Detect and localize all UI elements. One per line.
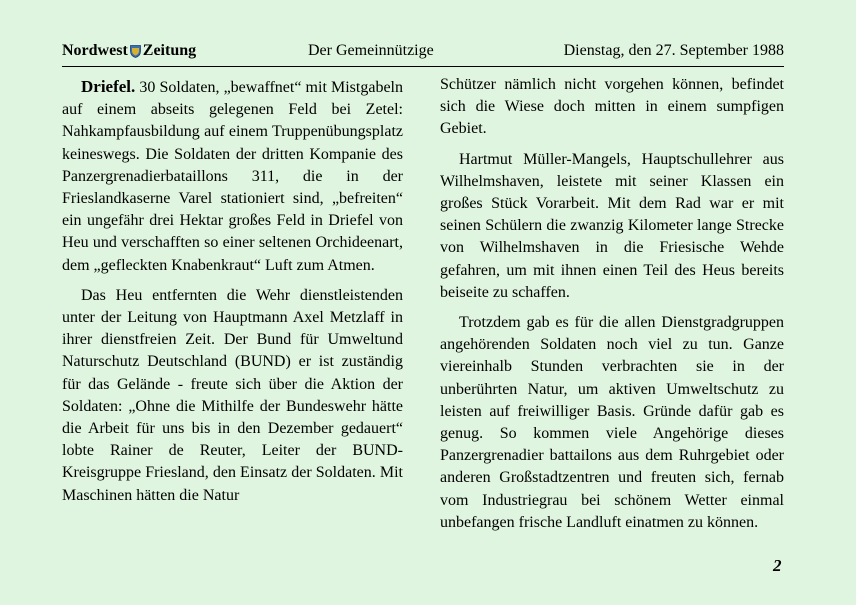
coat-of-arms-icon	[130, 45, 141, 58]
article-paragraph	[62, 76, 403, 277]
article-column-left	[62, 76, 403, 515]
article-paragraph: Hartmut Müller-Mangels, Hauptschullehrer aus Wilhelmshaven, leistete mit seiner Klassen ein großes Stück Vorarbeit. Mit dem Rad war er mit seinen Schülern die zwanzig Kilometer lange Strecke von Wilhelmshaven in die Friesische Wehde gefahren, um mit ihnen einen Teil des Heus bereits beiseite zu schaffen.	[440, 150, 784, 301]
article-column-right	[440, 74, 784, 542]
paragraph-text: 30 Soldaten, „bewaffnet“ mit Mistgabeln auf einem abseits gelegenen Feld bei Zetel: Nahkampfausbildung auf einem Truppenübungsplatz keineswegs. Die Soldaten der dritten Kompanie des Panzergrenadierbataillons 311, die in der Frieslandkaserne Varel stationiert sind, „befreiten“ ein ungefähr drei Hektar großes Feld in Driefel von Heu und verschafften so einer seltenen Orchideenart, dem „gefleckten Knabenkraut“ Luft zum Atmen.	[62, 79, 403, 274]
section-title: Der Gemeinnützige	[308, 42, 434, 59]
masthead-left: Nordwest	[62, 42, 128, 59]
issue-date: Dienstag, den 27. September 1988	[563, 42, 784, 59]
newspaper-masthead	[62, 42, 196, 60]
dateline: Driefel.	[81, 77, 136, 96]
page-header	[62, 40, 784, 67]
article-paragraph: Trotzdem gab es für die allen Dienstgradgruppen angehörenden Soldaten noch viel zu tun. Ganze viereinhalb Stunden verbrachten sie in der unberührten Natur, um aktiven Umweltschutz zu leisten auf freiwilliger Basis. Gründe dafür gab es genug. So kommen viele Angehörige dieses Panzergrenadier battailons aus dem Ruhrgebiet oder anderen Großstadtzentren und freuten sich, fernab vom Industriegrau bei schönem Wetter einmal unbefangen frische Landluft einatmen zu können.	[440, 314, 784, 531]
article-paragraph-continued: Schützer nämlich nicht vorgehen können, befindet sich die Wiese doch mitten in einem sumpfigen Gebiet.	[440, 76, 784, 138]
article-paragraph: Das Heu entfernten die Wehr dienstleistenden unter der Leitung von Hauptmann Axel Metzlaff in ihrer dienstfreien Zeit. Der Bund für Umweltund Naturschutz Deutschland (BUND) er ist zuständig für das Gelände - freute sich über die Aktion der Soldaten: „Ohne die Mithilfe der Bundeswehr hätte die Arbeit für uns bis in den Dezember gedauert“ lobte Rainer de Reuter, Leiter der BUND-Kreisgruppe Friesland, den Einsatz der Soldaten. Mit Maschinen hätten die Natur	[62, 286, 403, 504]
masthead-right: Zeitung	[142, 42, 197, 59]
page-number: 2	[773, 556, 782, 575]
